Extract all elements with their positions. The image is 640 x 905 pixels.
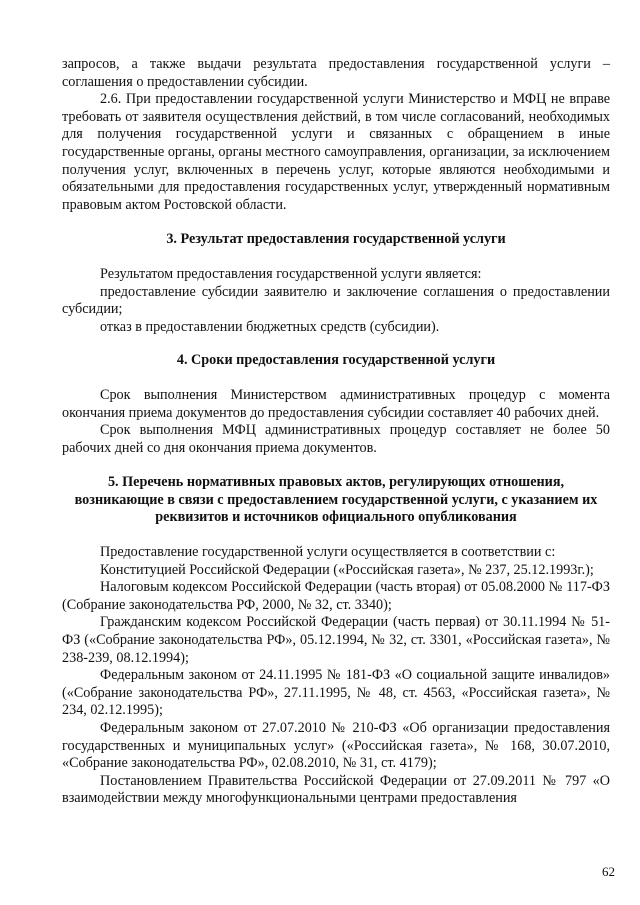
section-heading-5: 5. Перечень нормативных правовых актов, регулирующих отношения, возникающие в связи с предоставлением государственной услуги, с указанием их реквизитов и источников официального опубликования [74, 474, 598, 526]
paragraph: Срок выполнения МФЦ административных процедур составляет не более 50 рабочих дней со дня окончания приема документов. [62, 422, 610, 456]
paragraph: 2.6. При предоставлении государственной услуги Министерство и МФЦ не вправе требовать от заявителя осуществления действий, в том числе согласований, необходимых для получения государственной услуги и связанных с обращением в иные государственные органы, органы местного самоуправления, организации, за исключением получения услуг, включенных в перечень услуг, которые являются необходимыми и обязательными для предоставления государственных услуг, утвержденный нормативным правовым актом Ростовской области. [62, 91, 610, 213]
section-heading-3: 3. Результат предоставления государственной услуги [166, 231, 506, 248]
paragraph: Гражданским кодексом Российской Федерации (часть первая) от 30.11.1994 № 51-ФЗ («Собрание законодательства РФ», 05.12.1994, № 32, ст. 3301, «Российская газета», № 238-239, 08.12.1994); [62, 614, 610, 666]
paragraph: Налоговым кодексом Российской Федерации (часть вторая) от 05.08.2000 № 117-ФЗ (Собрание законодательства РФ, 2000, № 32, ст. 3340); [62, 579, 610, 613]
page-number: 62 [602, 864, 615, 879]
paragraph: Срок выполнения Министерством административных процедур с момента окончания приема документов до предоставления субсидии составляет 40 рабочих дней. [62, 386, 610, 421]
paragraph: предоставление субсидии заявителю и заключение соглашения о предоставлении субсидии; [62, 283, 610, 318]
paragraph: Результатом предоставления государственной услуги является: [100, 265, 482, 282]
paragraph: Предоставление государственной услуги осуществляется в соответствии с: [100, 544, 556, 561]
paragraph: Федеральным законом от 27.07.2010 № 210-ФЗ «Об организации предоставления государственных и муниципальных услуг» («Российская газета», № 168, 30.07.2010, «Собрание законодательства РФ», 02.08.2010, № 31, ст. 4179); [62, 720, 610, 772]
paragraph: запросов, а также выдачи результата предоставления государственной услуги – соглашения о предоставлении субсидии. [62, 56, 610, 90]
paragraph: отказ в предоставлении бюджетных средств (субсидии). [100, 318, 440, 335]
section-heading-4: 4. Сроки предоставления государственной услуги [176, 352, 496, 369]
document-page [62, 56, 610, 808]
paragraph: Конституцией Российской Федерации («Российская газета», № 237, 25.12.1993г.); [100, 561, 594, 578]
paragraph: Федеральным законом от 24.11.1995 № 181-ФЗ «О социальной защите инвалидов» («Собрание законодательства РФ», 27.11.1995, № 48, ст. 4563, «Российская газета», № 234, 02.12.1995); [62, 667, 610, 719]
paragraph: Постановлением Правительства Российской Федерации от 27.09.2011 № 797 «О взаимодействии между многофункциональными центрами предоставления [62, 772, 610, 807]
